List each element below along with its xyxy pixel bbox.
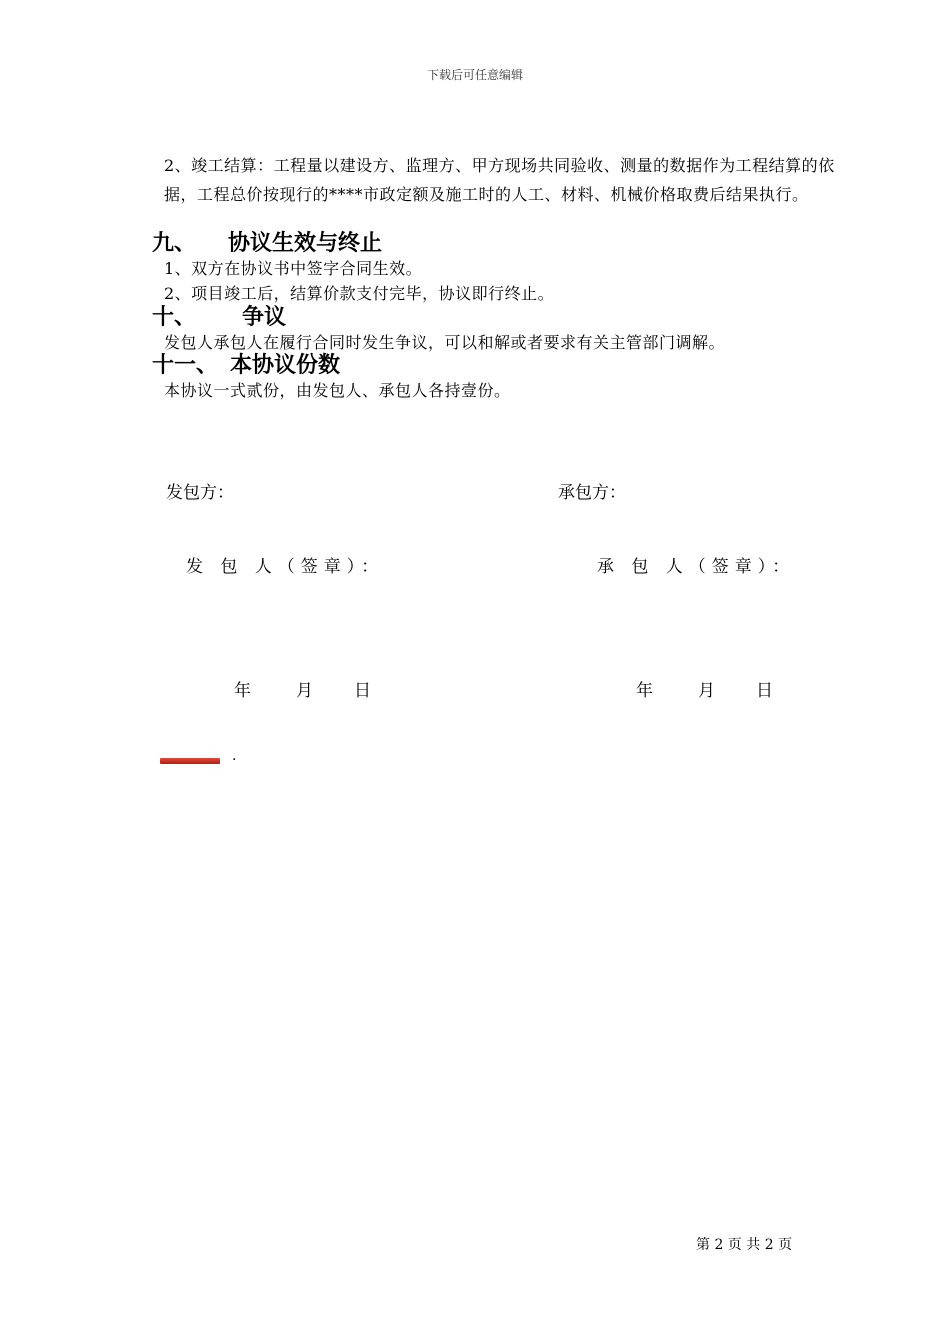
party-a-seal: 发 包 人（签章）： <box>186 557 385 577</box>
section-title: 争议 <box>242 304 287 330</box>
section-title: 协议生效与终止 <box>228 230 383 256</box>
date-month: 月 <box>698 681 715 701</box>
party-b-label: 承包方： <box>558 483 626 503</box>
party-a-date <box>234 676 371 701</box>
date-year: 年 <box>636 681 653 701</box>
settlement-clause <box>128 151 860 209</box>
section-heading-10 <box>152 300 286 331</box>
party-a-label: 发包方： <box>166 483 234 503</box>
clause-9-2: 2、项目竣工后，结算价款支付完毕，协议即行终止。 <box>164 284 555 303</box>
date-year: 年 <box>234 681 251 701</box>
date-day: 日 <box>354 681 371 701</box>
party-b-seal: 承 包 人（签章）： <box>597 557 796 577</box>
red-mark-bar <box>160 758 220 764</box>
page-footer: 第 2 页 共 2 页 <box>696 1237 793 1253</box>
section-heading-9 <box>152 226 382 257</box>
clause-11: 本协议一式贰份，由发包人、承包人各持壹份。 <box>164 381 511 400</box>
section-heading-11 <box>152 348 340 379</box>
settlement-clause-text: 2、竣工结算：工程量以建设方、监理方、甲方现场共同验收、测量的数据作为工程结算的依据，工程总价按现行的****市政定额及施工时的人工、材料、机械价格取费后结果执行。 <box>164 156 835 204</box>
party-b-date <box>636 676 773 701</box>
clause-9-1: 1、双方在协议书中签字合同生效。 <box>164 259 423 278</box>
clause-10: 发包人承包人在履行合同时发生争议，可以和解或者要求有关主管部门调解。 <box>164 333 726 352</box>
section-number: 九、 <box>152 230 197 256</box>
date-month: 月 <box>296 681 313 701</box>
section-title: 本协议份数 <box>230 352 341 378</box>
page-header: 下载后可任意编辑 <box>426 68 523 82</box>
section-number: 十、 <box>152 304 197 330</box>
trailing-dot: . <box>232 748 237 764</box>
section-number: 十一、 <box>152 352 219 378</box>
date-day: 日 <box>756 681 773 701</box>
